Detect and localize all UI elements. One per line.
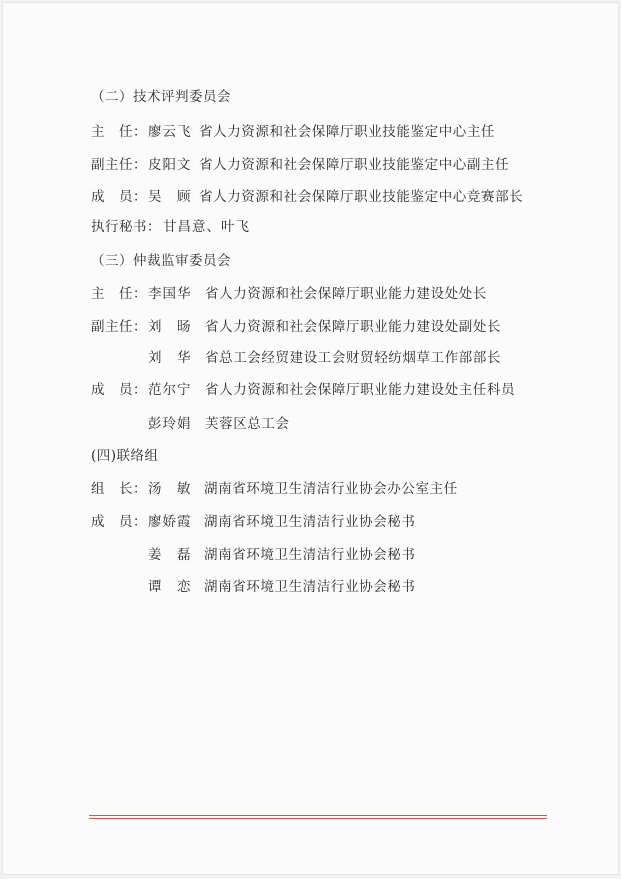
document-page xyxy=(2,2,619,875)
member-title: 省总工会经贸建设工会财贸轻纺烟草工作部部长 xyxy=(205,350,502,366)
member-name: 廖娇霞 xyxy=(148,514,192,530)
member-role: 主 任： xyxy=(91,286,147,302)
secretary-names: 甘昌意、叶飞 xyxy=(163,219,250,235)
member-name: 彭玲娟 xyxy=(148,416,192,432)
member-title: 湖南省环境卫生清洁行业协会秘书 xyxy=(204,579,416,595)
member-title: 省人力资源和社会保障厅职业能力建设处副处长 xyxy=(205,319,502,335)
secretary-label: 执行秘书： xyxy=(91,219,161,235)
member-role: 主 任： xyxy=(91,124,147,140)
member-name: 刘 华 xyxy=(148,350,192,366)
member-role: 副主任： xyxy=(91,319,147,335)
section-title-technical-committee: （二）技术评判委员会 xyxy=(91,89,231,105)
member-name: 范尔宁 xyxy=(148,382,192,398)
section-title-liaison-group: (四)联络组 xyxy=(91,448,159,464)
member-title: 湖南省环境卫生清洁行业协会办公室主任 xyxy=(204,481,458,497)
footer-rule-bottom xyxy=(89,818,547,819)
member-name: 皮阳文 xyxy=(148,157,192,173)
member-name: 谭 恋 xyxy=(148,579,192,595)
member-title: 芙蓉区总工会 xyxy=(205,416,290,432)
member-name: 姜 磊 xyxy=(148,547,192,563)
member-role: 副主任： xyxy=(91,157,147,173)
footer-rule-top xyxy=(89,815,547,816)
member-role: 成 员： xyxy=(91,189,147,205)
member-role: 成 员： xyxy=(91,382,147,398)
member-name: 李国华 xyxy=(148,286,192,302)
member-title: 省人力资源和社会保障厅职业技能鉴定中心副主任 xyxy=(199,157,510,173)
member-role: 成 员： xyxy=(91,514,147,530)
member-name: 汤 敏 xyxy=(148,481,192,497)
section-title-arbitration-committee: （三）仲裁监审委员会 xyxy=(91,253,231,269)
member-role: 组 长： xyxy=(91,481,147,497)
member-name: 吴 顾 xyxy=(148,189,192,205)
member-title: 湖南省环境卫生清洁行业协会秘书 xyxy=(204,547,416,563)
member-title: 省人力资源和社会保障厅职业能力建设处主任科员 xyxy=(205,382,516,398)
member-name: 刘 旸 xyxy=(148,319,192,335)
member-name: 廖云飞 xyxy=(148,124,192,140)
member-title: 省人力资源和社会保障厅职业能力建设处处长 xyxy=(205,286,487,302)
member-title: 湖南省环境卫生清洁行业协会秘书 xyxy=(204,514,416,530)
member-title: 省人力资源和社会保障厅职业技能鉴定中心竞赛部长 xyxy=(199,189,524,205)
member-title: 省人力资源和社会保障厅职业技能鉴定中心主任 xyxy=(199,124,496,140)
